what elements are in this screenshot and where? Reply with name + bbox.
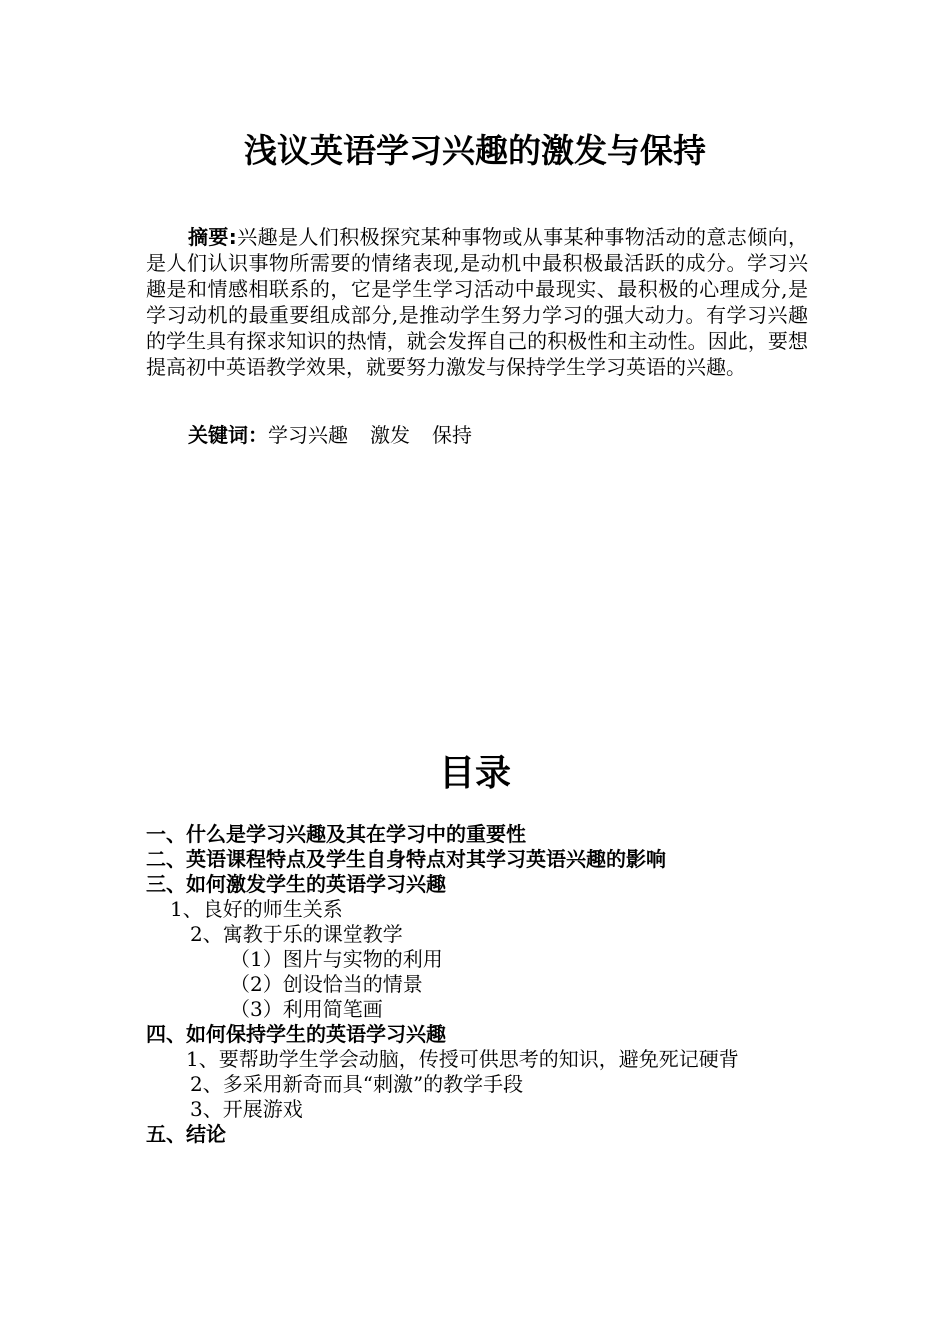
toc-item: 五、结论 — [146, 1122, 226, 1146]
toc-item: （2）创设恰当的情景 — [230, 972, 423, 996]
toc-item: 三、如何激发学生的英语学习兴趣 — [146, 872, 446, 896]
toc-item: 2、多采用新奇而具“刺激”的教学手段 — [190, 1072, 524, 1096]
keywords-label: 关键词： — [188, 423, 268, 447]
toc-item: 1、良好的师生关系 — [170, 897, 343, 921]
toc-item: 2、寓教于乐的课堂教学 — [190, 922, 403, 946]
toc-item: （3）利用简笔画 — [230, 997, 383, 1021]
keyword-item: 保持 — [432, 423, 472, 447]
document-title: 浅议英语学习兴趣的激发与保持 — [244, 131, 706, 170]
toc-item: 四、如何保持学生的英语学习兴趣 — [146, 1022, 446, 1046]
abstract-paragraph — [146, 224, 808, 380]
keyword-item: 激发 — [370, 423, 410, 447]
keywords-line — [188, 422, 472, 448]
toc-item: 1、要帮助学生学会动脑，传授可供思考的知识，避免死记硬背 — [186, 1047, 739, 1071]
toc-item: 二、英语课程特点及学生自身特点对其学习英语兴趣的影响 — [146, 847, 666, 871]
toc-item: 3、开展游戏 — [190, 1097, 303, 1121]
keyword-item: 学习兴趣 — [268, 423, 348, 447]
toc-item: （1）图片与实物的利用 — [230, 947, 443, 971]
toc-item: 一、什么是学习兴趣及其在学习中的重要性 — [146, 822, 526, 846]
abstract-text: 兴趣是人们积极探究某种事物或从事某种事物活动的意志倾向，是人们认识事物所需要的情绪表现,是动机中最积极最活跃的成分。学习兴趣是和情感相联系的，它是学生学习活动中最现实、最积极的心理成分,是学习动机的最重要组成部分,是推动学生努力学习的强大动力。有学习兴趣的学生具有探求知识的热情，就会发挥自己的积极性和主动性。因此，要想提高初中英语教学效果，就要努力激发与保持学生学习英语的兴趣。 — [146, 225, 809, 379]
abstract-label: 摘要: — [188, 225, 237, 249]
table-of-contents — [146, 822, 846, 1147]
toc-heading: 目录 — [438, 753, 511, 794]
